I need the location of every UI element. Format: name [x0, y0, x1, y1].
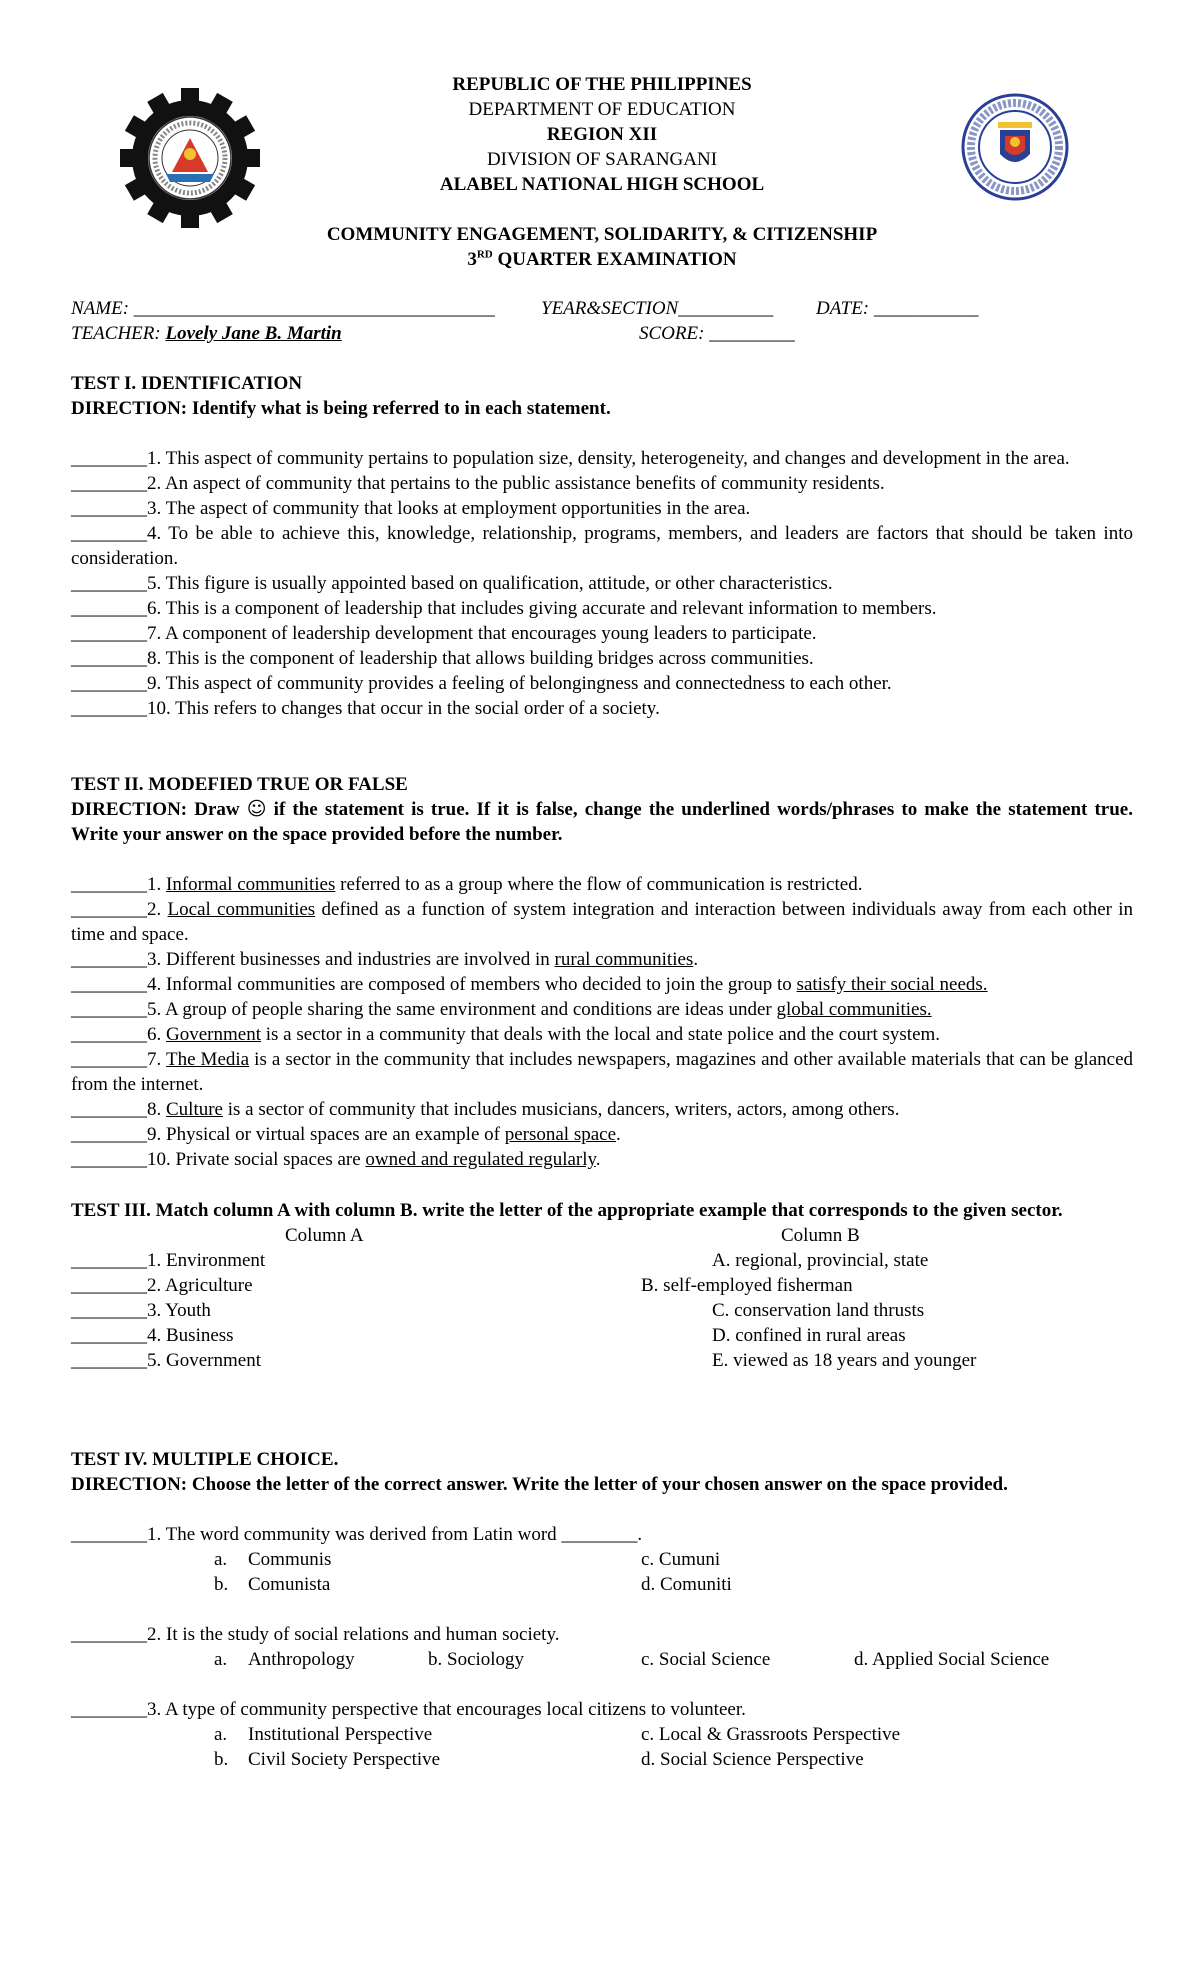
mc-q3-options-row1: a. Institutional Perspective c. Local & Grassroots Perspective	[214, 1724, 901, 1745]
answer-blank[interactable]: ________	[71, 698, 147, 719]
true-false-item: ________2. Local communities defined as a function of system integration and interaction between individuals away from each other in time and space.	[71, 899, 1134, 945]
identification-item: ________6. This is a component of leadership that includes giving accurate and relevant information to members.	[71, 598, 937, 619]
answer-blank[interactable]: ________	[71, 1325, 147, 1346]
exam-subject: COMMUNITY ENGAGEMENT, SOLIDARITY, & CITIZENSHIP	[326, 224, 878, 245]
identification-item: ________5. This figure is usually appointed based on qualification, attitude, or other characteristics.	[71, 573, 833, 594]
test2-direction: DIRECTION: Draw ☺ if the statement is true. If it is false, change the underlined words/phrases to make the statement true. Write your answer on the space provided before the number.	[71, 798, 1133, 845]
underlined-phrase: global communities.	[776, 999, 932, 1020]
test4-direction: DIRECTION: Choose the letter of the correct answer. Write the letter of your chosen answer on the space provided.	[71, 1474, 1008, 1495]
smiley-icon: ☺	[246, 798, 267, 820]
identification-item: ________9. This aspect of community provides a feeling of belongingness and connectedness to each other.	[71, 673, 892, 694]
exam-title	[71, 222, 1133, 272]
answer-blank[interactable]: ________	[71, 1099, 147, 1120]
teacher-field: TEACHER: Lovely Jane B. Martin	[71, 323, 342, 344]
true-false-item: ________3. Different businesses and industries are involved in rural communities.	[71, 949, 699, 970]
year-section-field[interactable]: YEAR&SECTION__________	[541, 298, 774, 319]
column-a-header: Column A	[285, 1225, 364, 1246]
test1-direction: DIRECTION: Identify what is being referred to in each statement.	[71, 398, 611, 419]
identification-item: ________8. This is the component of leadership that allows building bridges across communities.	[71, 648, 814, 669]
identification-item: ________2. An aspect of community that pertains to the public assistance benefits of community residents.	[71, 473, 885, 494]
true-false-item: ________5. A group of people sharing the same environment and conditions are ideas under global communities.	[71, 999, 932, 1020]
mc-question-3: ________3. A type of community perspective that encourages local citizens to volunteer.	[71, 1699, 746, 1720]
test4-title: TEST IV. MULTIPLE CHOICE.	[71, 1449, 339, 1470]
underlined-phrase: The Media	[165, 1049, 250, 1070]
answer-blank[interactable]: ________	[71, 1300, 147, 1321]
answer-blank[interactable]: ________	[71, 974, 147, 995]
column-a-item: 1. Environment	[147, 1250, 266, 1271]
column-a-item: 4. Business	[147, 1325, 234, 1346]
answer-blank[interactable]: ________	[71, 473, 147, 494]
column-b-item: A. regional, provincial, state	[712, 1250, 929, 1271]
identification-item: ________1. This aspect of community pertains to population size, density, heterogeneity, and changes and development in the area.	[71, 448, 1070, 469]
underlined-phrase: personal space	[504, 1124, 617, 1145]
header-department: DEPARTMENT OF EDUCATION	[468, 99, 736, 120]
answer-blank[interactable]: ________	[71, 999, 147, 1020]
mc-q3-options-row2: b. Civil Society Perspective d. Social Science Perspective	[214, 1749, 864, 1770]
name-field[interactable]: NAME: ______________________________________	[71, 298, 495, 319]
mc-q1-options-row2: b. Comunista d. Comuniti	[214, 1574, 732, 1595]
test1-items	[71, 446, 1133, 721]
column-a-item: 2. Agriculture	[147, 1275, 253, 1296]
test3-title: TEST III. Match column A with column B. write the letter of the appropriate example that corresponds to the given sector.	[71, 1200, 1063, 1221]
test1-section	[71, 371, 1133, 721]
underlined-phrase: Government	[166, 1024, 261, 1045]
mc-q2-options: a. Anthropology b. Sociology c. Social Science d. Applied Social Science	[214, 1649, 1050, 1670]
test4-section	[71, 1447, 1133, 1772]
matching-row	[71, 1248, 1133, 1273]
header-republic: REPUBLIC OF THE PHILIPPINES	[452, 74, 752, 95]
column-b-item: B. self-employed fisherman	[641, 1275, 853, 1296]
mc-question-1: ________1. The word community was derived from Latin word ________.	[71, 1524, 643, 1545]
answer-blank[interactable]: ________	[71, 1275, 147, 1296]
column-b-item: E. viewed as 18 years and younger	[712, 1350, 977, 1371]
header-school: ALABEL NATIONAL HIGH SCHOOL	[439, 174, 765, 195]
test1-title: TEST I. IDENTIFICATION	[71, 373, 303, 394]
true-false-item: ________7. The Media is a sector in the community that includes newspapers, magazines and other available materials that can be glanced from the internet.	[71, 1049, 1134, 1095]
matching-row	[71, 1298, 1133, 1323]
true-false-item: ________8. Culture is a sector of community that includes musicians, dancers, writers, actors, among others.	[71, 1099, 900, 1120]
true-false-item: ________6. Government is a sector in a community that deals with the local and state police and the court system.	[71, 1024, 941, 1045]
column-b-item: C. conservation land thrusts	[712, 1300, 925, 1321]
exam-quarter: 3RD QUARTER EXAMINATION	[467, 248, 737, 270]
answer-blank[interactable]: ________	[71, 673, 147, 694]
answer-blank[interactable]: ________	[71, 1350, 147, 1371]
true-false-item: ________10. Private social spaces are owned and regulated regularly.	[71, 1149, 601, 1170]
answer-blank[interactable]: ________	[71, 1624, 147, 1645]
answer-blank[interactable]: ________	[71, 573, 147, 594]
answer-blank[interactable]: ________	[71, 874, 147, 895]
letterhead	[71, 72, 1133, 197]
test3-rows	[71, 1248, 1133, 1373]
answer-blank[interactable]: ________	[71, 899, 147, 920]
answer-blank[interactable]: ________	[71, 498, 147, 519]
date-field[interactable]: DATE: ___________	[816, 298, 979, 319]
answer-blank[interactable]: ________	[71, 523, 147, 544]
answer-blank[interactable]: ________	[71, 1699, 147, 1720]
column-b-header: Column B	[781, 1225, 860, 1246]
true-false-item: ________4. Informal communities are composed of members who decided to join the group to satisfy their social needs.	[71, 974, 988, 995]
mc-q1-options-row1: a. Communis c. Cumuni	[214, 1549, 721, 1570]
identification-item: ________3. The aspect of community that looks at employment opportunities in the area.	[71, 498, 751, 519]
mc-question-2: ________2. It is the study of social relations and human society.	[71, 1624, 560, 1645]
answer-blank[interactable]: ________	[71, 1049, 147, 1070]
answer-blank[interactable]: ________	[71, 648, 147, 669]
answer-blank[interactable]: ________	[71, 623, 147, 644]
answer-blank[interactable]: ________	[71, 1149, 147, 1170]
header-division: DIVISION OF SARANGANI	[486, 149, 718, 170]
underlined-phrase: rural communities	[554, 949, 694, 970]
student-info	[71, 296, 1133, 346]
test2-items	[71, 872, 1133, 1172]
true-false-item: ________1. Informal communities referred to as a group where the flow of communication is restricted.	[71, 874, 863, 895]
underlined-phrase: owned and regulated regularly	[365, 1149, 596, 1170]
matching-row	[71, 1348, 1133, 1373]
answer-blank[interactable]: ________	[71, 598, 147, 619]
test2-title: TEST II. MODEFIED TRUE OR FALSE	[71, 774, 408, 795]
identification-item: ________4. To be able to achieve this, knowledge, relationship, programs, members, and leaders are factors that should be taken into consideration.	[71, 523, 1133, 569]
answer-blank[interactable]: ________	[71, 1524, 147, 1545]
answer-blank[interactable]: ________	[71, 949, 147, 970]
underlined-phrase: Informal communities	[166, 874, 336, 895]
true-false-item: ________9. Physical or virtual spaces are an example of personal space.	[71, 1124, 621, 1145]
underlined-phrase: Culture	[166, 1099, 223, 1120]
header-region: REGION XII	[546, 124, 658, 145]
answer-blank[interactable]: ________	[71, 1024, 147, 1045]
column-a-item: 5. Government	[147, 1350, 261, 1371]
matching-row	[71, 1323, 1133, 1348]
column-a-item: 3. Youth	[147, 1300, 211, 1321]
answer-blank[interactable]: ________	[71, 448, 147, 469]
identification-item: ________7. A component of leadership development that encourages young leaders to participate.	[71, 623, 817, 644]
test3-section	[71, 1198, 1133, 1373]
underlined-phrase: satisfy their social needs.	[796, 974, 988, 995]
test2-section	[71, 772, 1133, 1172]
score-field[interactable]: SCORE: _________	[639, 323, 795, 344]
answer-blank[interactable]: ________	[71, 1124, 147, 1145]
column-b-item: D. confined in rural areas	[712, 1325, 906, 1346]
answer-blank[interactable]: ________	[71, 1250, 147, 1271]
identification-item: ________10. This refers to changes that occur in the social order of a society.	[71, 698, 660, 719]
matching-row	[71, 1273, 1133, 1298]
underlined-phrase: Local communities	[167, 899, 316, 920]
